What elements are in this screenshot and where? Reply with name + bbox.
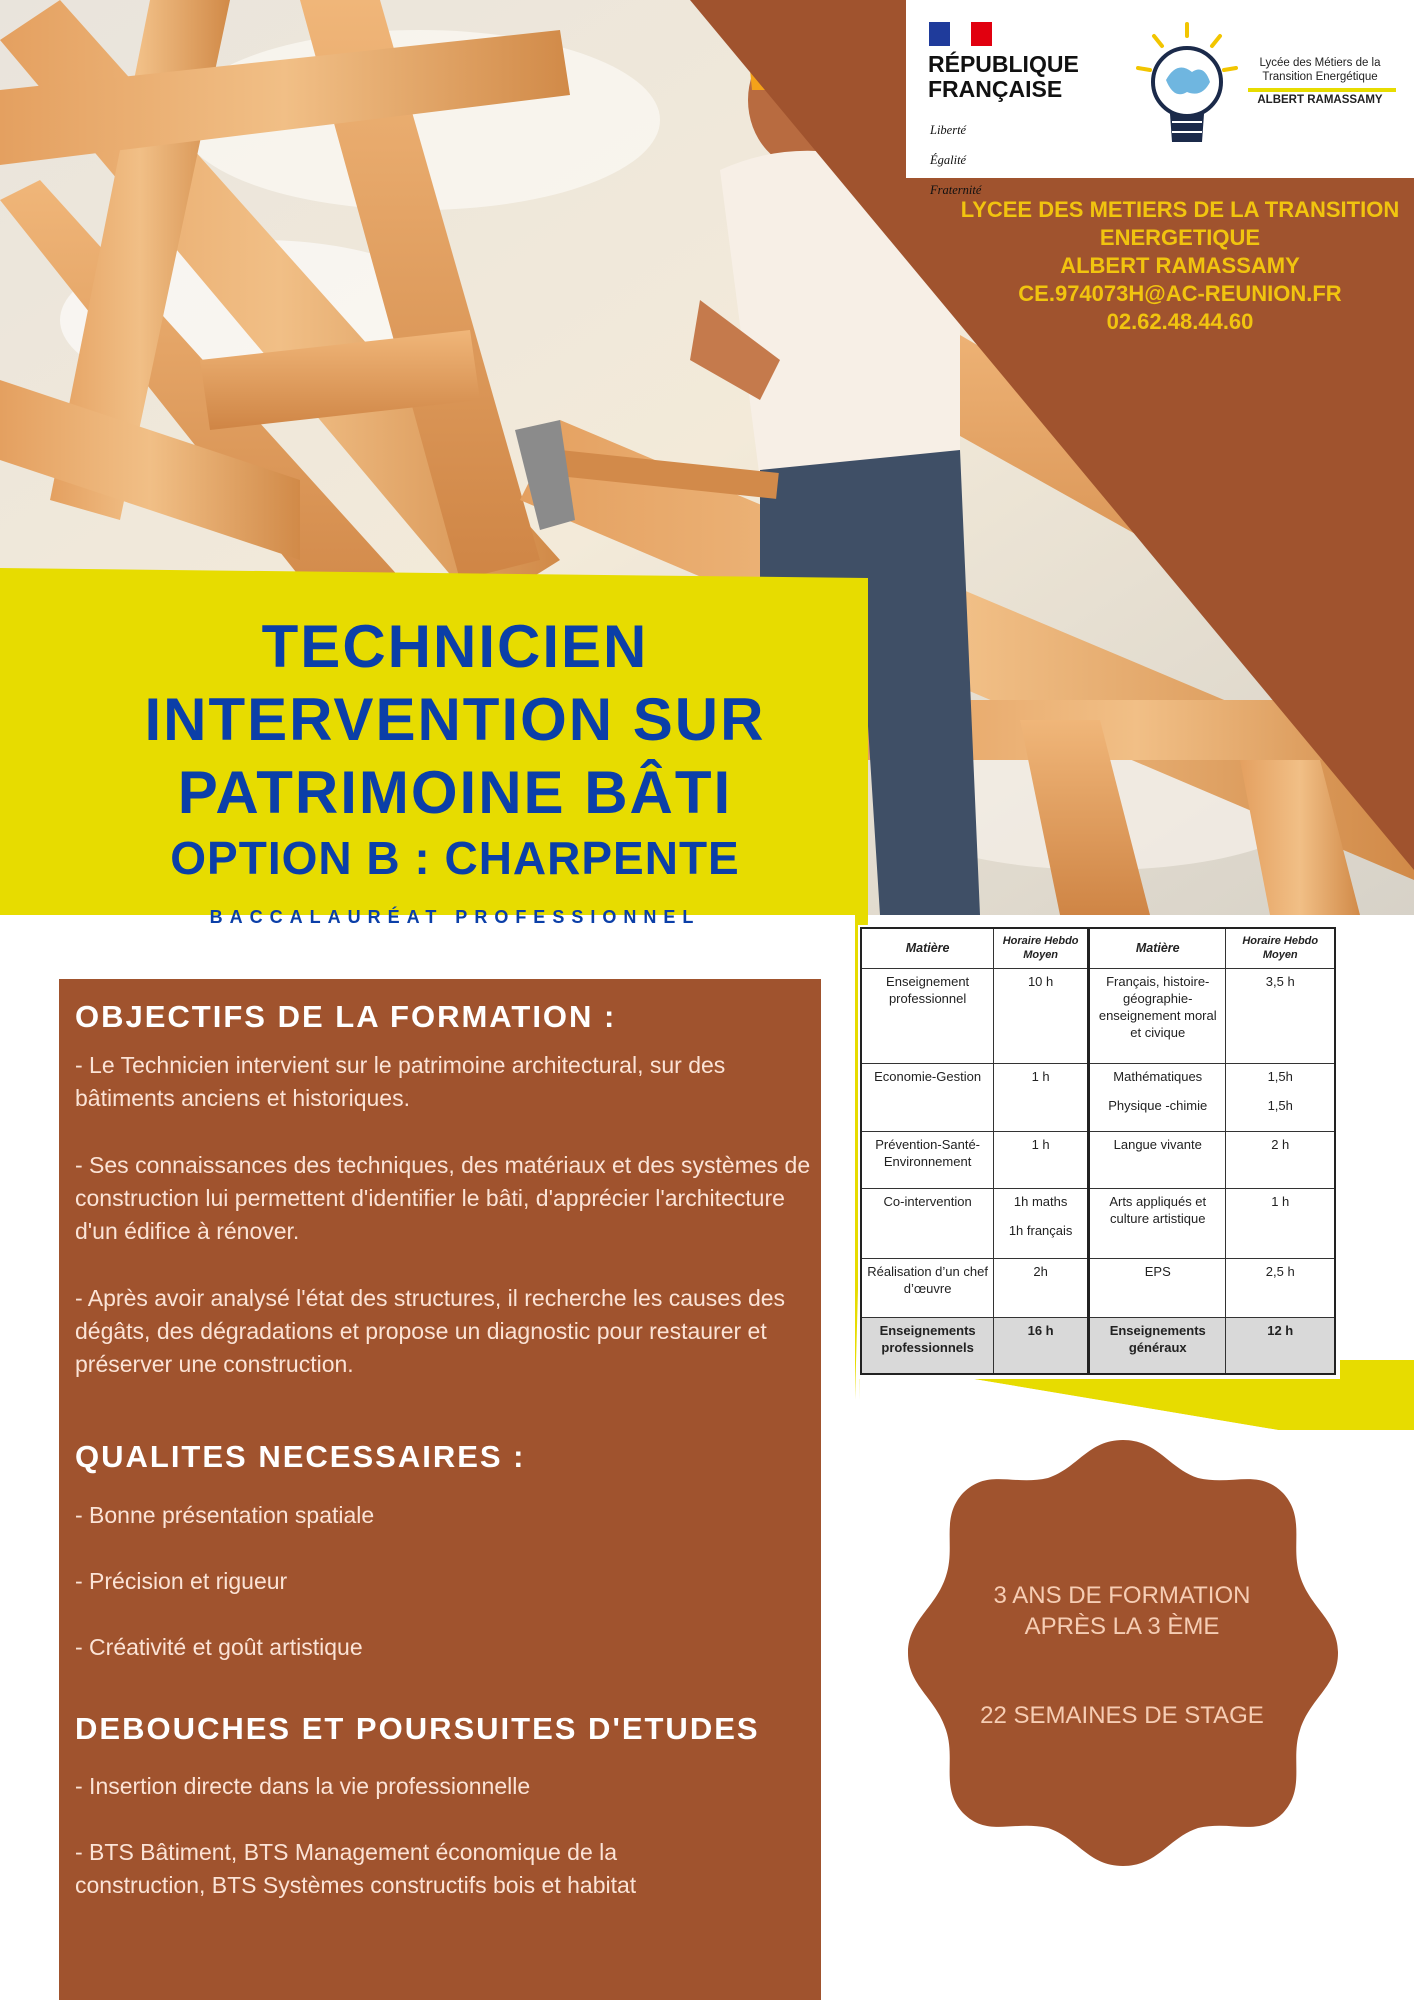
- table-row-totals: Enseignements professionnels 16 h Enseignements généraux 12 h: [861, 1317, 1335, 1374]
- table-row: Economie-Gestion 1 h Mathématiques Physique -chimie 1,5h 1,5h: [861, 1063, 1335, 1132]
- title-option: OPTION B : CHARPENTE: [170, 832, 740, 884]
- timetable-container: [858, 925, 1340, 1379]
- lightbulb-logo-icon: [1132, 20, 1242, 160]
- quality-item: - Précision et rigueur: [75, 1568, 288, 1594]
- duration-badge-text: [920, 1580, 1324, 1731]
- table-row: Prévention-Santé-Environnement 1 h Langue vivante 2 h: [861, 1132, 1335, 1189]
- contact-line-2: ENERGETIQUE: [1099, 225, 1261, 250]
- objectives-heading: OBJECTIFS DE LA FORMATION :: [75, 999, 617, 1034]
- title-line-2: INTERVENTION SUR: [144, 686, 766, 753]
- french-flag-icon: [929, 22, 992, 46]
- page-title: [40, 610, 870, 928]
- badge-line-2: APRÈS LA 3 ÈME: [1024, 1613, 1220, 1640]
- careers-paragraph-2: - BTS Bâtiment, BTS Management économique de la construction, BTS Systèmes constructifs bois et habitat: [75, 1839, 637, 1898]
- column-header-hours: Horaire Hebdo Moyen: [1226, 928, 1335, 968]
- table-row: Co-intervention 1h maths 1h français Arts appliqués et culture artistique 1 h: [861, 1188, 1335, 1259]
- republique-francaise-name: RÉPUBLIQUE FRANÇAISE: [928, 51, 1079, 102]
- column-header-subject: Matière: [1089, 928, 1226, 968]
- objectives-paragraph-2: - Ses connaissances des techniques, des matériaux et des systèmes de construction lui permettent d'identifier le bâti, d'apprécier l'architecture d'un édifice à rénover.: [75, 1152, 811, 1244]
- table-row: Enseignement professionnel 10 h Français, histoire-géographie-enseignement moral et civique 3,5 h: [861, 968, 1335, 1063]
- careers-heading: DEBOUCHES ET POURSUITES D'ETUDES: [75, 1711, 760, 1746]
- column-header-hours: Horaire Hebdo Moyen: [994, 928, 1089, 968]
- contact-email[interactable]: CE.974073H@AC-REUNION.FR: [1018, 281, 1342, 306]
- logo-underline: [1248, 88, 1396, 92]
- table-row: Réalisation d’un chef d’œuvre 2h EPS 2,5 h: [861, 1259, 1335, 1318]
- diploma-label: BACCALAURÉAT PROFESSIONNEL: [209, 907, 701, 927]
- title-line-1: TECHNICIEN: [261, 613, 649, 680]
- title-line-3: PATRIMOINE BÂTI: [177, 759, 733, 826]
- qualities-heading: QUALITES NECESSAIRES :: [75, 1439, 526, 1474]
- quality-item: - Bonne présentation spatiale: [75, 1502, 375, 1528]
- school-logo-text: Lycée des Métiers de la Transition Energétique: [1259, 57, 1381, 83]
- quality-item: - Créativité et goût artistique: [75, 1634, 363, 1660]
- column-header-subject: Matière: [861, 928, 994, 968]
- contact-phone[interactable]: 02.62.48.44.60: [1106, 309, 1254, 334]
- contact-line-1: LYCEE DES METIERS DE LA TRANSITION: [960, 197, 1400, 222]
- badge-line-1: 3 ANS DE FORMATION: [993, 1582, 1251, 1609]
- badge-line-3: 22 SEMAINES DE STAGE: [980, 1702, 1264, 1729]
- objectives-paragraph-3: - Après avoir analysé l'état des structures, il recherche les causes des dégâts, des dégradations et propose un diagnostic pour restaurer et préserver une construction.: [75, 1285, 786, 1377]
- careers-paragraph-1: - Insertion directe dans la vie professionnelle: [75, 1773, 531, 1799]
- objectives-paragraph-1: - Le Technicien intervient sur le patrimoine architectural, sur des bâtiments anciens et historiques.: [75, 1052, 726, 1111]
- school-logo-name: ALBERT RAMASSAMY: [1257, 94, 1383, 106]
- weekly-timetable: [860, 927, 1336, 1375]
- contact-line-3: ALBERT RAMASSAMY: [1060, 253, 1300, 278]
- republic-motto: Liberté Égalité Fraternité: [930, 123, 982, 197]
- content-panel: [59, 979, 821, 2000]
- school-contact: [950, 196, 1410, 336]
